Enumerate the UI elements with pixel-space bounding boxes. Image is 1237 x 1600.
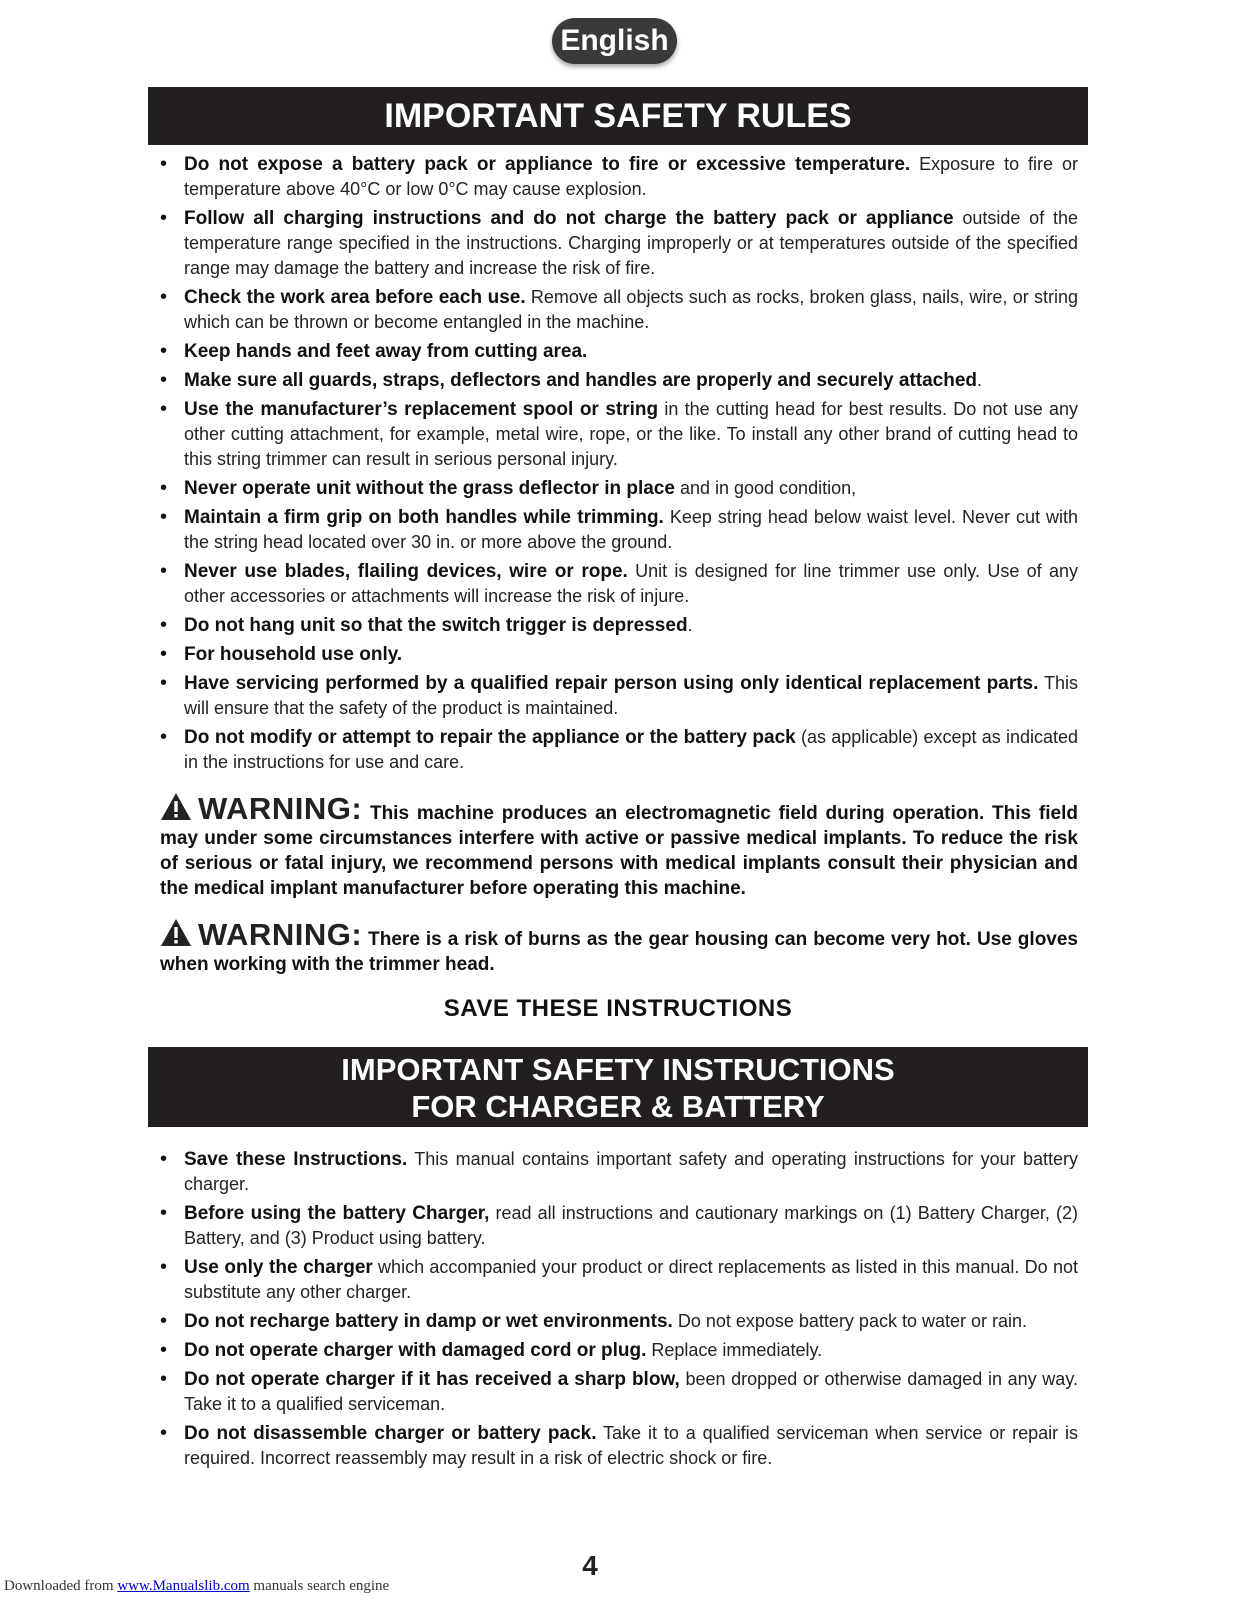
list-item: • Do not disassemble charger or battery pack. Take it to a qualified serviceman when service or repair is required. Incorrect reassembly may result in a risk of electric shock or fire. [148,1421,1078,1471]
save-instructions-heading: SAVE THESE INSTRUCTIONS [443,995,793,1022]
list-item: • Have servicing performed by a qualified repair person using only identical replacement parts. This will ensure that the safety of the product is maintained. [148,671,1078,721]
list-item: • Do not operate charger if it has received a sharp blow, been dropped or otherwise damaged in any way. Take it to a qualified serviceman. [148,1367,1078,1417]
list-item: • Save these Instructions. This manual contains important safety and operating instructions for your battery charger. [148,1147,1078,1197]
charger-safety-list [148,1147,1078,1475]
page-number: 4 [582,1550,598,1581]
charger-battery-header [148,1047,1088,1127]
warning-triangle-icon [160,918,192,947]
header-line-2: FOR CHARGER & BATTERY [411,1089,825,1124]
list-item: • Do not operate charger with damaged cord or plug. Replace immediately. [148,1338,1078,1363]
warning-electromagnetic [160,792,1078,901]
list-item: • Never use blades, flailing devices, wire or rope. Unit is designed for line trimmer use only. Use of any other accessories or attachments will increase the risk of injure. [148,559,1078,609]
warning-text: There is a risk of burns as the gear housing can become very hot. Use gloves when working with the trimmer head. [160,929,1078,975]
list-item: • Keep hands and feet away from cutting area. [148,339,1078,364]
warning-triangle-icon [160,792,192,821]
warning-burns [160,918,1078,977]
list-item: • Use only the charger which accompanied your product or direct replacements as listed in this manual. Do not substitute any other charger. [148,1255,1078,1305]
list-item: • Before using the battery Charger, read all instructions and cautionary markings on (1) Battery Charger, (2) Battery, and (3) Product using battery. [148,1201,1078,1251]
list-item: • Do not recharge battery in damp or wet environments. Do not expose battery pack to water or rain. [148,1309,1078,1334]
list-item: • Check the work area before each use. Remove all objects such as rocks, broken glass, nails, wire, or string which can be thrown or become entangled in the machine. [148,285,1078,335]
manualslib-link[interactable]: www.Manualslib.com [117,1578,250,1594]
list-item: • Do not modify or attempt to repair the appliance or the battery pack (as applicable) except as indicated in the instructions for use and care. [148,725,1078,775]
download-footer [4,1578,389,1595]
list-item: • Do not hang unit so that the switch trigger is depressed. [148,613,1078,638]
list-item: • Make sure all guards, straps, deflectors and handles are properly and securely attached. [148,368,1078,393]
list-item: • Use the manufacturer’s replacement spool or string in the cutting head for best results. Do not use any other cutting attachment, for example, metal wire, rope, or the like. To install any other brand of cutting head to this string trimmer can result in serious personal injury. [148,397,1078,472]
footer-prefix: Downloaded from [4,1578,118,1594]
safety-rules-header: IMPORTANT SAFETY RULES [148,87,1088,145]
warning-label: WARNING: [198,791,363,826]
list-item: • Do not expose a battery pack or appliance to fire or excessive temperature. Exposure to fire or temperature above 40°C or low 0°C may cause explosion. [148,152,1078,202]
list-item: • Maintain a firm grip on both handles while trimming. Keep string head below waist level. Never cut with the string head located over 30 in. or more above the ground. [148,505,1078,555]
warning-text: This machine produces an electromagnetic field during operation. This field may under some circumstances interfere with active or passive medical implants. To reduce the risk of serious or fatal injury, we recommend persons with medical implants consult their physician and the medical implant manufacturer before operating this machine. [160,803,1078,899]
header-line-1: IMPORTANT SAFETY INSTRUCTIONS [341,1052,895,1087]
footer-suffix: manuals search engine [249,1578,390,1594]
list-item: • For household use only. [148,642,1078,667]
language-badge: English [552,18,677,64]
list-item: • Never operate unit without the grass deflector in place and in good condition, [148,476,1078,501]
safety-rules-list [148,152,1078,779]
list-item: • Follow all charging instructions and do not charge the battery pack or appliance outside of the temperature range specified in the instructions. Charging improperly or at temperatures outside of the specified range may damage the battery and increase the risk of fire. [148,206,1078,281]
warning-label: WARNING: [198,917,363,952]
